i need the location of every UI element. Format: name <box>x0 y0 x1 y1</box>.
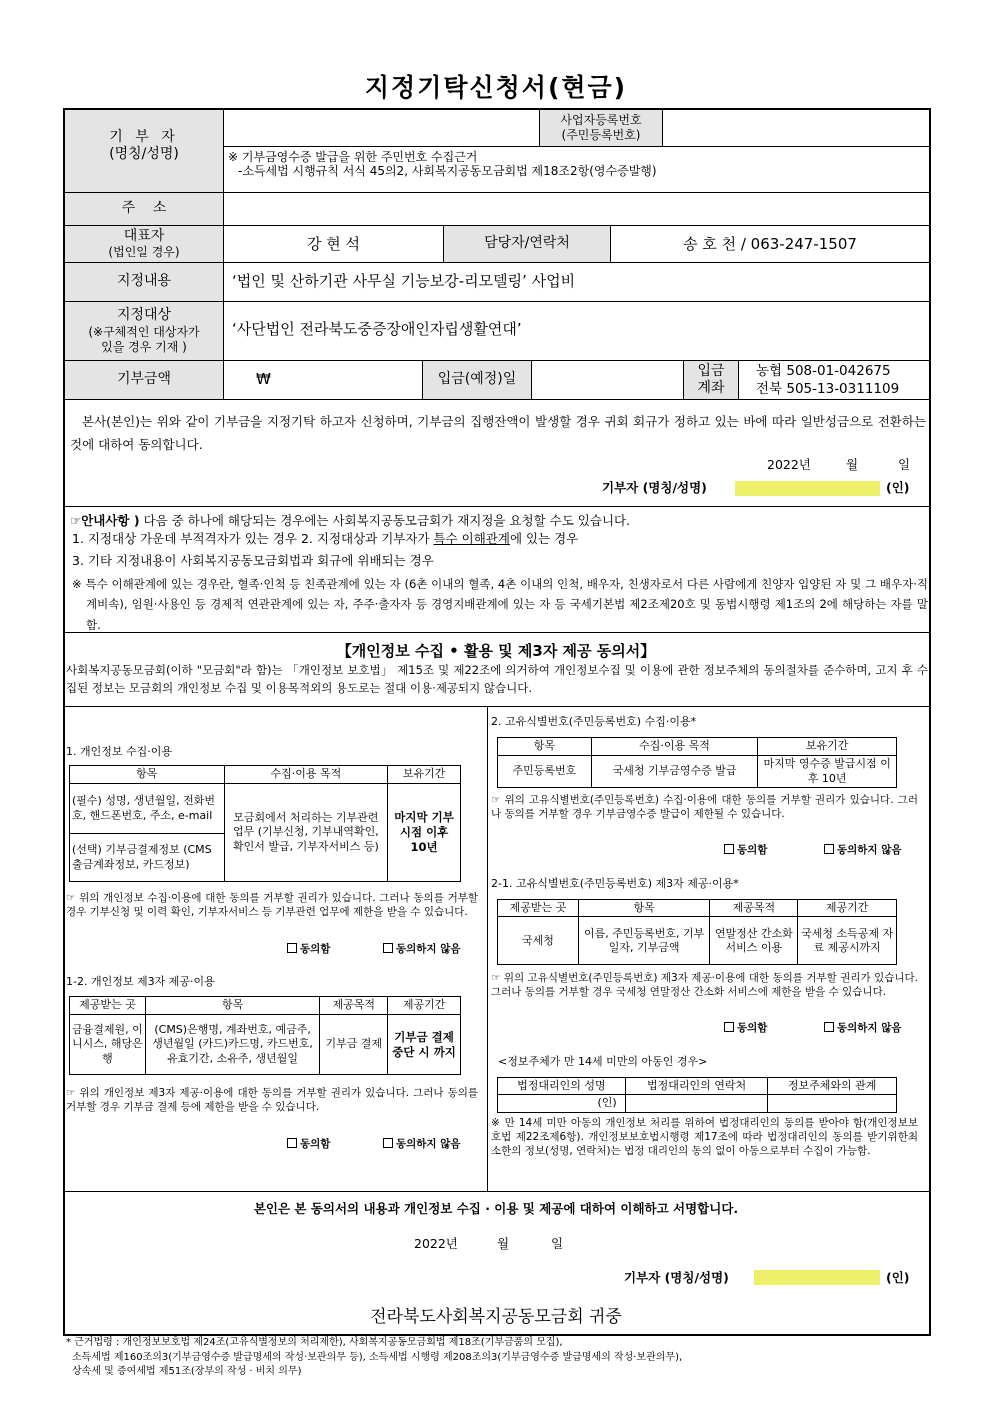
s12-items: (CMS)은행명, 계좌번호, 예금주, 생년월일 (카드)카드명, 카드번호, 유효기간, 소유주, 생년월일 <box>145 1015 320 1075</box>
minor-seal: (인) <box>597 1096 617 1110</box>
s2-purpose: 국세청 기부금영수증 발급 <box>591 756 758 788</box>
s1-agree-checkbox[interactable] <box>287 943 297 953</box>
s12-header-items: 항목 <box>145 997 320 1015</box>
s21-purpose: 연말정산 간소화 서비스 이용 <box>710 917 798 965</box>
minor-header-relation: 정보주체와의 관계 <box>768 1078 897 1095</box>
final-sign-label: 기부자 (명칭/성명) <box>624 1270 729 1285</box>
final-month: 월 <box>497 1236 510 1251</box>
s2-disagree-checkbox[interactable] <box>824 844 834 854</box>
s2-table <box>497 737 897 788</box>
s2-heading: 2. 고유식별번호(주민등록번호) 수집·이용* <box>491 715 697 728</box>
s21-header-items: 항목 <box>578 900 710 917</box>
s1-header-item: 항목 <box>70 766 225 784</box>
s12-period: 기부금 결제 중단 시 까지 <box>388 1015 461 1075</box>
s2-agree-option[interactable] <box>724 843 767 857</box>
s1-required-items: (필수) 성명, 생년월일, 전화번호, 핸드폰번호, 주소, e-mail <box>70 784 225 834</box>
s21-note: ☞ 위의 고유식별번호(주민등록번호) 제3자 제공·이용에 대한 동의를 거부할 권리가 있습니다. 그러나 동의를 거부할 경우 국세청 연말정산 간소화 서비스에 제한을 받을 수 있습니다. <box>491 972 918 999</box>
notice-special-relation: 특수 이해관계 <box>433 531 510 546</box>
final-year: 2022년 <box>414 1236 458 1251</box>
minor-header-contact: 법정대리인의 연락처 <box>625 1078 768 1095</box>
s12-agree-option[interactable] <box>287 1137 330 1151</box>
s12-disagree-label: 동의하지 않음 <box>396 1138 461 1150</box>
s12-table <box>69 996 461 1075</box>
minor-table <box>497 1077 897 1113</box>
s2-note: ☞ 위의 고유식별번호(주민등록번호) 수집·이용에 대한 동의를 거부할 권리가 있습니다. 그러나 동의를 거부할 경우 기부금영수증 발급이 제한될 수 있습니다. <box>491 794 918 821</box>
s21-disagree-option[interactable] <box>824 1021 902 1035</box>
rep-name-value[interactable]: 강 현 석 <box>306 234 360 253</box>
s12-heading: 1-2. 개인정보 제3자 제공·이용 <box>66 975 215 988</box>
s1-heading: 1. 개인정보 수집·이용 <box>66 745 172 758</box>
account-label-sub: 계좌 <box>697 380 725 396</box>
notice-intro: 다음 중 하나에 해당되는 경우에는 사회복지공동모금회가 재지정을 요청할 수도 있습니다. <box>143 513 631 528</box>
account-2: 전북 505-13-0311109 <box>756 381 900 398</box>
s12-note: ☞ 위의 개인정보 제3자 제공·이용에 대한 동의를 거부할 권리가 있습니다. 그러나 동의를 거부할 경우 기부금 결제 등에 제한을 받을 수 있습니다. <box>66 1087 478 1114</box>
agreement-text: 본사(본인)는 위와 같이 기부금을 지정기탁 하고자 신청하며, 기부금의 집행잔액이 발생할 경우 귀회 회규가 정하고 있는 바에 따라 일반성금으로 전환하는 것에 대하여 동의합니다. <box>70 414 926 453</box>
minor-note: ※ 만 14세 미만 아동의 개인정보 처리를 위하여 법정대리인의 동의를 받아야 함(개인정보보호법 제22조제6항). 개인정보보호법시행령 제17조에 따라 법정대리인의 동의를 받기위한최소한의 정보(성명, 연락처)는 법정 대리인의 동의 없이 아동으로부터 수집이 가능함. <box>491 1117 918 1158</box>
designation-value[interactable]: ‘법인 및 산하기관 사무실 기능보강-리모델링’ 사업비 <box>232 272 576 290</box>
target-label-sub2: 있을 경우 기재 ) <box>101 339 187 354</box>
s1-agree-label: 동의함 <box>300 943 331 955</box>
minor-guardian-contact-field[interactable] <box>625 1095 768 1112</box>
s21-agree-option[interactable] <box>724 1021 767 1035</box>
minor-heading: <정보주체가 만 14세 미만의 아동인 경우> <box>498 1055 708 1068</box>
s12-agree-label: 동의함 <box>300 1138 331 1150</box>
s1-disagree-label: 동의하지 않음 <box>396 943 461 955</box>
notice-heading: ☞안내사항 ) <box>70 513 140 528</box>
final-day: 일 <box>551 1236 564 1251</box>
s1-disagree-checkbox[interactable] <box>383 943 393 953</box>
final-signature-field[interactable] <box>754 1270 880 1285</box>
s21-header-recipient: 제공받는 곳 <box>498 900 579 917</box>
contact-label: 담당자/연락처 <box>484 235 570 252</box>
address-field[interactable] <box>225 194 929 224</box>
agreement-month: 월 <box>846 457 859 472</box>
s1-header-purpose: 수집·이용 목적 <box>224 766 388 784</box>
agreement-seal: (인) <box>886 480 910 495</box>
agreement-day: 일 <box>898 457 911 472</box>
s12-header-recipient: 제공받는 곳 <box>70 997 146 1015</box>
s1-period: 마지막 기부시점 이후 10년 <box>388 784 461 882</box>
s2-period: 마지막 영수증 발급시점 이후 10년 <box>758 756 897 788</box>
final-statement: 본인은 본 동의서의 내용과 개인정보 수집 · 이용 및 제공에 대하여 이해하고 서명합니다. <box>253 1201 739 1216</box>
minor-guardian-name-field[interactable] <box>498 1095 626 1112</box>
addressee: 전라북도사회복지공동모금회 귀중 <box>370 1307 622 1327</box>
target-label-sub1: (※구체적인 대상자가 <box>88 324 200 339</box>
donor-label-sub: (명칭/성명) <box>109 146 179 162</box>
target-value[interactable]: ‘사단법인 전라북도중증장애인자립생활연대’ <box>232 320 522 338</box>
notice-item1-tail: 에 있는 경우 <box>509 531 579 546</box>
agreement-signature-field[interactable] <box>735 481 880 496</box>
s1-table <box>69 765 461 882</box>
minor-relation-field[interactable] <box>768 1095 897 1112</box>
notice-footnote: ※ 특수 이해관계에 있는 경우란, 혈족·인척 등 친족관계에 있는 자 (6촌 이내의 혈족, 4촌 이내의 인척, 배우자, 친생자로서 다른 사람에게 친양자 입양된 자 및 그 배우자·직계비속), 임원·사용인 등 경제적 연관관계에 있는 자, 주주·출자자 등 경영지배관계에 있는 자 등 국세기본법 제2조제20호 및 동법시행령 제1조의 2에 해당하는 자를 말함. <box>72 577 928 632</box>
final-seal: (인) <box>886 1270 910 1285</box>
currency-symbol: ₩ <box>256 370 271 388</box>
s21-header-purpose: 제공목적 <box>710 900 798 917</box>
s12-purpose: 기부금 결제 <box>320 1015 388 1075</box>
footnote-line3: 상속세 및 증여세법 제51조(장부의 작성 · 비치 의무) <box>72 1366 302 1377</box>
s12-recipient: 금융결제원, 이니시스, 해당은행 <box>70 1015 146 1075</box>
s1-purpose: 모금회에서 처리하는 기부관련 업무 (기부신청, 기부내역확인, 확인서 발급, 기부자서비스 등) <box>224 784 388 882</box>
s2-agree-checkbox[interactable] <box>724 844 734 854</box>
bizno-label: 사업자등록번호 <box>560 113 642 127</box>
footnote-line2: 소득세법 제160조의3(기부금영수증 발급명세의 작성·보관의무 등), 소득세법 시행령 제208조의3(기부금영수증 발급명세의 작성·보관의무), <box>72 1351 683 1363</box>
rep-label: 대표자 <box>123 227 165 244</box>
s1-note: ☞ 위의 개인정보 수집·이용에 대한 동의를 거부할 권리가 있습니다. 그러나 동의를 거부할 경우 기부신청 및 이력 확인, 기부자서비스 등 기부관련 업무에 제한을 받을 수 있습니다. <box>66 892 478 919</box>
deposit-date-field[interactable] <box>533 362 682 398</box>
bizno-label-sub: (주민등록번호) <box>561 128 641 142</box>
s1-agree-option[interactable] <box>287 942 330 956</box>
s21-items: 이름, 주민등록번호, 기부일자, 기부금액 <box>578 917 710 965</box>
consent-heading: 【개인정보 수집 • 활용 및 제3자 제공 동의서】 <box>336 642 656 660</box>
s21-disagree-label: 동의하지 않음 <box>837 1022 902 1034</box>
footnote-line1: * 근거법령 : 개인정보보호법 제24조(고유식별정보의 처리제한), 사회복지공동모금회법 제18조(기부금품의 모집), <box>66 1337 563 1348</box>
amount-label: 기부금액 <box>116 371 172 388</box>
s2-header-purpose: 수집·이용 목적 <box>591 738 758 756</box>
s12-agree-checkbox[interactable] <box>287 1138 297 1148</box>
s12-disagree-option[interactable] <box>383 1137 461 1151</box>
donor-label: 기 부 자 <box>109 128 179 145</box>
s2-header-period: 보유기간 <box>758 738 897 756</box>
minor-header-name: 법정대리인의 성명 <box>498 1078 626 1095</box>
notice-item1: 1. 지정대상 가운데 부적격자가 있는 경우 2. 지정대상과 기부자가 <box>72 531 434 546</box>
s12-header-period: 제공기간 <box>388 997 461 1015</box>
s12-disagree-checkbox[interactable] <box>383 1138 393 1148</box>
s2-disagree-option[interactable] <box>824 843 902 857</box>
designation-label: 지정내용 <box>116 273 172 290</box>
s21-disagree-checkbox[interactable] <box>824 1022 834 1032</box>
document-title: 지정기탁신청서(현금) <box>364 73 628 102</box>
s1-header-period: 보유기간 <box>388 766 461 784</box>
s21-period: 국세청 소득공제 자료 제공시까지 <box>798 917 897 965</box>
s21-recipient: 국세청 <box>498 917 579 965</box>
consent-intro: 사회복지공동모금회(이하 "모금회"라 함)는 「개인정보 보호법」 제15조 및 제22조에 의거하여 개인정보수집 및 이용에 관한 정보주체의 동의절차를 준수하며, 고지 후 수집된 정보는 모금회의 개인정보 수집 및 이용목적외의 용도로는 절대 이용·제공되지 않습니다. <box>66 663 928 695</box>
agreement-year: 2022년 <box>767 457 811 472</box>
donor-name-field[interactable] <box>225 110 537 145</box>
s1-optional-items: (선택) 기부금결제정보 (CMS출금계좌정보, 카드정보) <box>70 834 225 882</box>
s21-header-period: 제공기간 <box>798 900 897 917</box>
s12-header-purpose: 제공목적 <box>320 997 388 1015</box>
amount-field[interactable] <box>275 362 420 398</box>
donor-note-line2: -소득세법 시행규칙 서식 45의2, 사회복지공동모금회법 제18조2항(영수증발행) <box>238 164 657 179</box>
address-label: 주 소 <box>121 200 167 217</box>
s21-table <box>497 899 897 965</box>
agreement-sign-label: 기부자 (명칭/성명) <box>602 480 707 495</box>
contact-value[interactable]: 송 호 천 / 063-247-1507 <box>683 234 857 253</box>
target-label: 지정대상 <box>116 307 172 324</box>
s21-heading: 2-1. 고유식별번호(주민등록번호) 제3자 제공·이용* <box>491 877 739 890</box>
s2-item: 주민등록번호 <box>498 756 592 788</box>
deposit-date-label: 입금(예정)일 <box>437 371 517 388</box>
account-1: 농협 508-01-042675 <box>756 363 891 379</box>
s2-header-item: 항목 <box>498 738 592 756</box>
account-label: 입금 <box>697 362 725 379</box>
s1-disagree-option[interactable] <box>383 942 461 956</box>
s2-disagree-label: 동의하지 않음 <box>837 844 902 856</box>
bizno-field[interactable] <box>664 110 929 145</box>
s2-agree-label: 동의함 <box>737 844 768 856</box>
s21-agree-checkbox[interactable] <box>724 1022 734 1032</box>
donor-note-line1: ※ 기부금영수증 발급을 위한 주민번호 수집근거 <box>228 150 478 164</box>
rep-label-sub: (법인일 경우) <box>108 245 180 260</box>
s21-agree-label: 동의함 <box>737 1022 768 1034</box>
notice-item3: 3. 기타 지정내용이 사회복지공동모금회법과 회규에 위배되는 경우 <box>72 553 434 568</box>
